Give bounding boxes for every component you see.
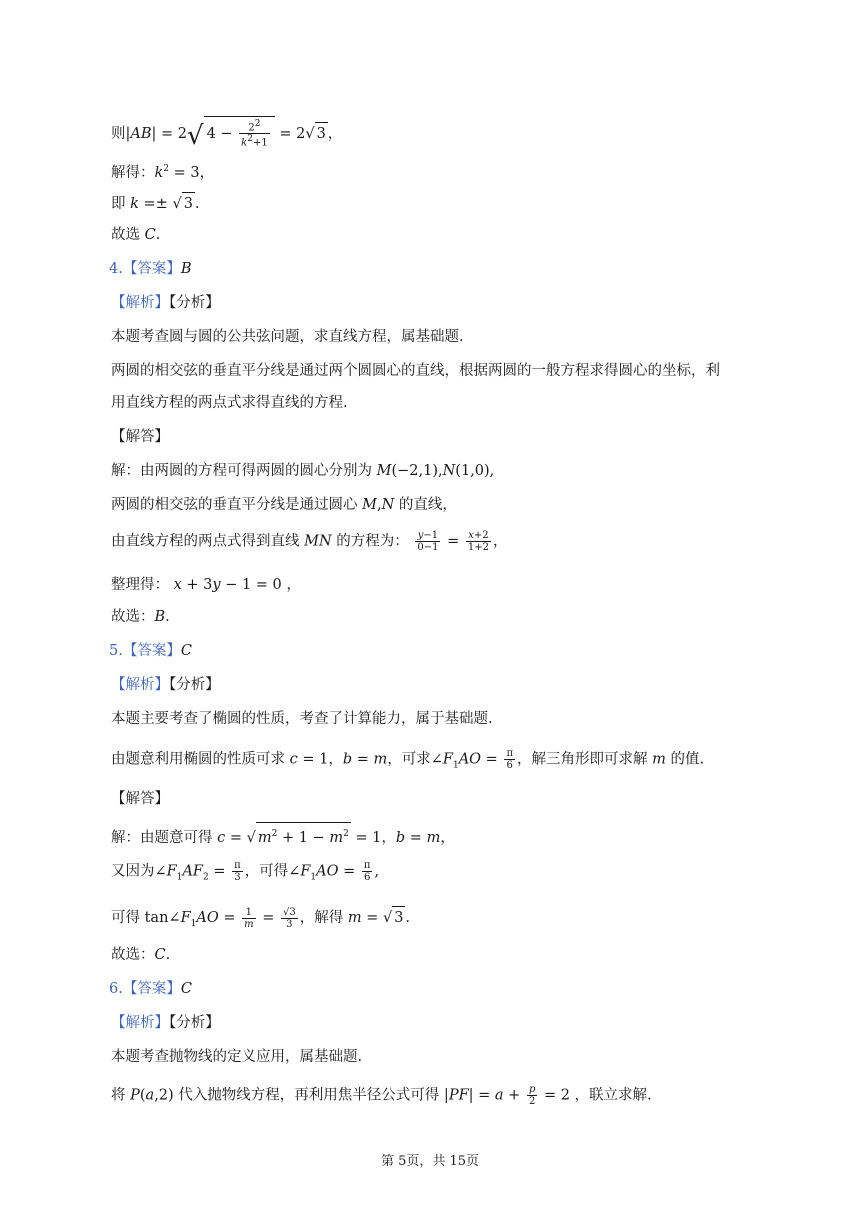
q4-solution-s3: 由直线方程的两点式得到直线 MN 的方程为： $\frac{y-1}{0-1}$ = $\frac{x+2}{1+2}$ ， <box>111 530 508 553</box>
q4-analysis-p3: 用直线方程的两点式求得直线的方程. <box>111 395 348 411</box>
q6-analysis-p1: 本题考查抛物线的定义应用，属基础题. <box>111 1049 363 1065</box>
q4-analysis-p1: 本题考查圆与圆的公共弦问题，求直线方程，属基础题. <box>111 329 464 345</box>
q4-analysis-p2: 两圆的相交弦的垂直平分线是通过两个圆圆心的直线，根据两圆的一般方程求得圆心的坐标，利 <box>111 363 720 379</box>
q5-answer-heading: 5.【答案】C <box>109 643 192 659</box>
q3-line-k: 即 k =± √ 3 . <box>111 192 200 215</box>
q5-solution-s4: 故选：C. <box>111 947 171 963</box>
q4-solution-s2: 两圆的相交弦的垂直平分线是通过圆心 M,N 的直线， <box>111 497 457 513</box>
q5-solution-s2: 又因为$\angle F_1AF_2$ = $\frac{\pi}{3}$ ，可得$\angle F_1AO$ = $\frac{\pi}{6}$ , <box>111 860 380 883</box>
q6-answer-heading: 6.【答案】C <box>109 981 192 997</box>
q4-solution-tag: 【解答】 <box>111 429 169 445</box>
q3-line-ab-length: 则|AB| = 2√ 4 − $\frac{2^2}{k^2+1}$ = 2√ 3 ， <box>111 116 342 149</box>
q5-analysis-p1: 本题主要考查了椭圆的性质，考查了计算能力，属于基础题. <box>111 711 493 727</box>
q3-line-choice: 故选 C. <box>111 227 161 243</box>
q3-line-solve: 解得：$k^2 = 3$， <box>111 164 215 181</box>
q4-solution-s4: 整理得： x + 3y − 1 = 0 ， <box>111 577 301 593</box>
q5-analysis-p2: 由题意利用椭圆的性质可求 c = 1，b = m，可求$\angle F_1AO$ = $\frac{\pi}{6}$ ，解三角形即可求解 m 的值. <box>111 748 705 771</box>
q5-solution-s3: 可得 $\tan\angle F_1AO$ = $\frac{1}{m}$ = $\frac{√3}{3}$ ，解得 m = √ 3 . <box>111 906 411 930</box>
q4-solution-s1: 解：由两圆的方程可得两圆的圆心分别为 M(−2,1),N(1,0), <box>111 463 495 479</box>
q6-analysis-tag: 【解析】【分析】 <box>111 1015 220 1031</box>
page-footer: 第 5页，共 15页 <box>380 1154 480 1169</box>
q5-solution-s1: 解：由题意可得 c = √ $m^2 + 1 - m^2 = 1$，b = m， <box>111 822 455 849</box>
q4-analysis-tag: 【解析】【分析】 <box>111 295 220 311</box>
q5-analysis-tag: 【解析】【分析】 <box>111 677 220 693</box>
q5-solution-tag: 【解答】 <box>111 791 169 807</box>
q4-solution-s5: 故选：B. <box>111 609 170 625</box>
q6-analysis-p2: 将 P(a,2) 代入抛物线方程，再利用焦半径公式可得 |PF| = a + $\frac{p}{2}$ = 2 ，联立求解. <box>111 1084 652 1107</box>
q4-answer-heading: 4.【答案】B <box>109 261 192 277</box>
